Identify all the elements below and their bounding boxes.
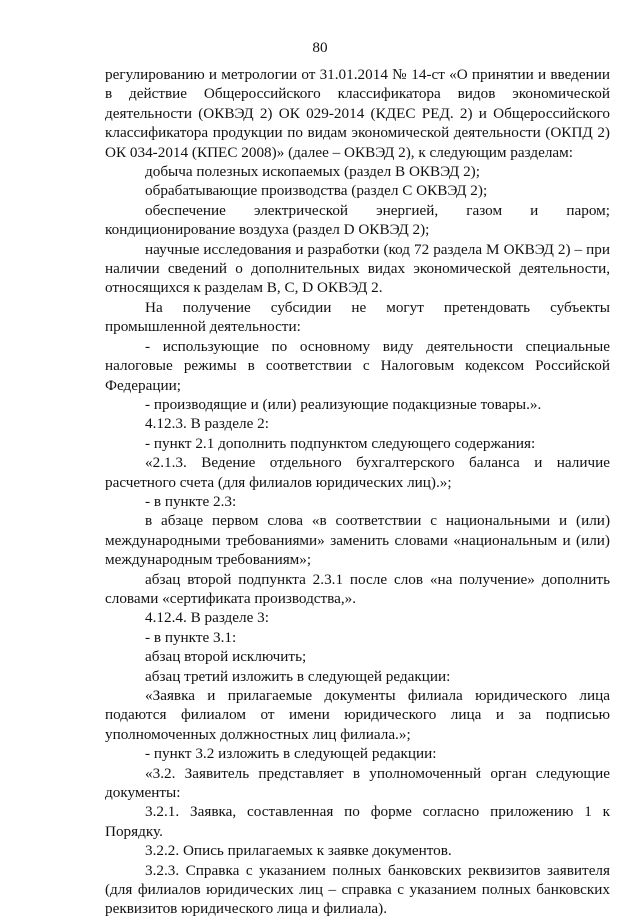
page-number: 80	[312, 39, 328, 56]
paragraph: - в пункте 2.3:	[145, 492, 237, 510]
paragraph: - пункт 3.2 изложить в следующей редакции:	[145, 745, 437, 763]
paragraph: абзац второй подпункта 2.3.1 после слов «на получение» дополнить словами «сертификата производства,».	[105, 570, 610, 607]
paragraph: добыча полезных ископаемых (раздел B ОКВЭД 2);	[145, 163, 480, 181]
paragraph: - пункт 2.1 дополнить подпунктом следующего содержания:	[145, 434, 536, 452]
paragraph: абзац третий изложить в следующей редакции:	[145, 667, 451, 685]
paragraph: регулированию и метрологии от 31.01.2014 № 14-ст «О принятии и введении в действие Общероссийского классификатора видов экономической деятельности (ОКВЭД 2) ОК 029-2014 (КДЕС РЕД. 2) и Общероссийского классификатора продукции по видам экономической деятельности (ОКПД 2) ОК 034-2014 (КПЕС 2008)» (далее – ОКВЭД 2), к следующим разделам:	[105, 66, 610, 161]
paragraph: обрабатывающие производства (раздел C ОКВЭД 2);	[145, 182, 488, 200]
paragraph: На получение субсидии не могут претендовать субъекты промышленной деятельности:	[105, 298, 610, 336]
paragraph: - в пункте 3.1:	[145, 628, 237, 646]
paragraph: - использующие по основному виду деятельности специальные налоговые режимы в соответствии с Налоговым кодексом Российской Федерации;	[105, 337, 610, 394]
paragraph: 4.12.3. В разделе 2:	[145, 415, 269, 433]
document-body	[105, 65, 610, 919]
paragraph: - производящие и (или) реализующие подакцизные товары.».	[145, 395, 542, 413]
paragraph: научные исследования и разработки (код 72 раздела M ОКВЭД 2) – при наличии сведений о дополнительных видах экономической деятельности, относящихся к разделам B, C, D ОКВЭД 2.	[105, 240, 610, 297]
paragraph: 3.2.1. Заявка, составленная по форме согласно приложению 1 к Порядку.	[105, 803, 610, 840]
paragraph: 3.2.2. Опись прилагаемых к заявке документов.	[145, 842, 452, 860]
paragraph: 4.12.4. В разделе 3:	[145, 609, 269, 627]
paragraph: обеспечение электрической энергией, газом и паром; кондиционирование воздуха (раздел D ОКВЭД 2);	[105, 201, 610, 239]
paragraph: 3.2.3. Справка с указанием полных банковских реквизитов заявителя (для филиалов юридических лиц – справка с указанием полных банковских реквизитов юридического лица и филиала).	[105, 861, 610, 918]
paragraph: «Заявка и прилагаемые документы филиала юридического лица подаются филиалом от имени юридического лица и за подписью уполномоченных должностных лиц филиала.»;	[105, 687, 610, 743]
paragraph: в абзаце первом слова «в соответствии с национальными и (или) международными требованиями» заменить словами «национальным и (или) международным требованиям»;	[105, 512, 610, 569]
paragraph: абзац второй исключить;	[145, 648, 307, 666]
paragraph: «2.1.3. Ведение отдельного бухгалтерского баланса и наличие расчетного счета (для филиалов юридических лиц).»;	[105, 454, 610, 491]
paragraph: «3.2. Заявитель представляет в уполномоченный орган следующие документы:	[105, 764, 610, 802]
